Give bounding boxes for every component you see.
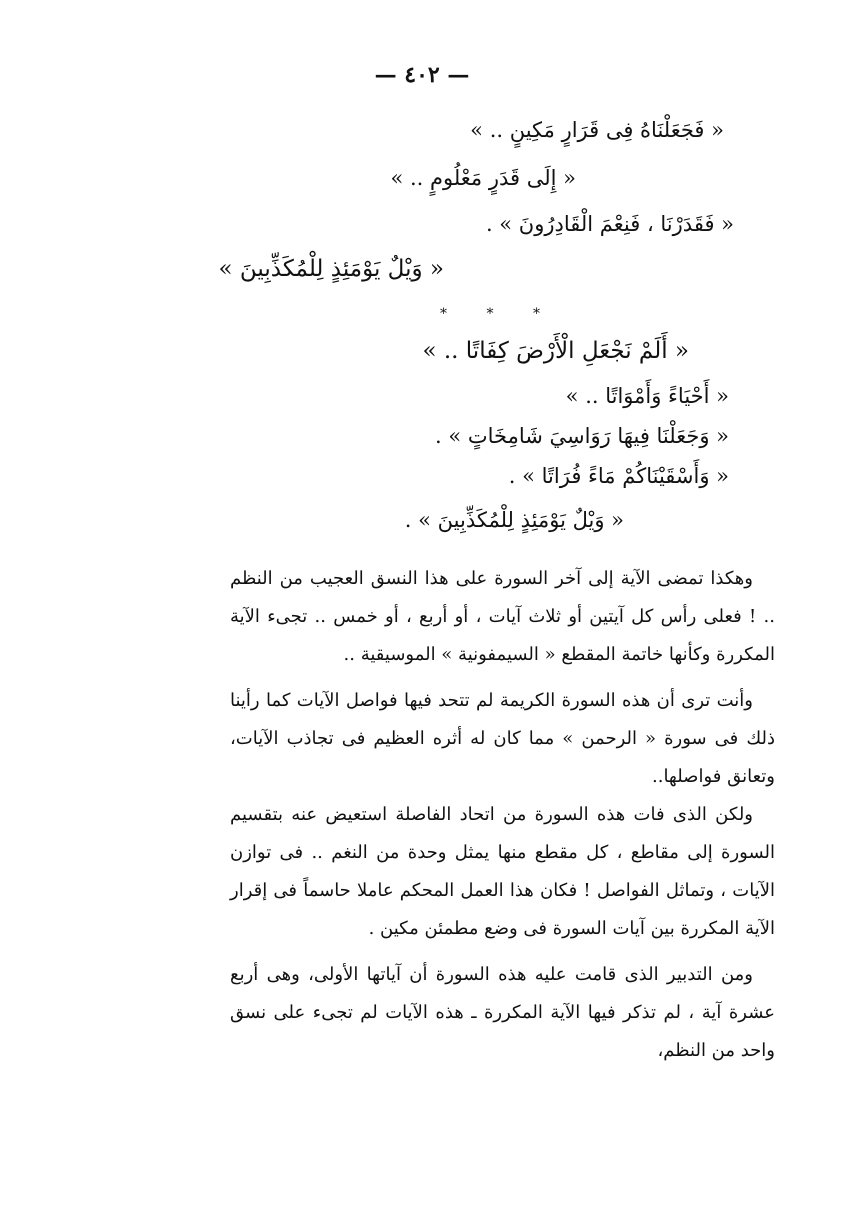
paragraph: ومن التدبير الذى قامت عليه هذه السورة أن آياتها الأولى، وهى أربع عشرة آية ، لم تذكر فيها الآية المكررة ـ هذه الآيات لم تجىء على نسق واحد من النظم، bbox=[230, 964, 775, 1061]
verse-line: « وَيْلٌ يَوْمَئِذٍ لِلْمُكَذِّبِينَ » bbox=[218, 256, 444, 282]
verse-line: « إِلَى قَدَرٍ مَعْلُومٍ .. » bbox=[390, 166, 576, 190]
body-text bbox=[230, 560, 775, 1070]
separator-star: * bbox=[486, 306, 494, 322]
verse-line: « فَجَعَلْنَاهُ فِى قَرَارٍ مَكِينٍ .. » bbox=[470, 118, 724, 142]
verse-separator bbox=[440, 306, 540, 322]
page-number: — ٤٠٢ — bbox=[374, 62, 470, 88]
paragraph: ولكن الذى فات هذه السورة من اتحاد الفاصلة استعيض عنه بتقسيم السورة إلى مقاطع ، كل مقطع منها يمثل وحدة من النغم .. فى توازن الآيات ، وتماثل الفواصل ! فكان هذا العمل المحكم عاملا حاسماً فى إقرار الآية المكررة بين آيات السورة فى وضع مطمئن مكين . bbox=[230, 804, 775, 939]
verse-line: « وَيْلٌ يَوْمَئِذٍ لِلْمُكَذِّبِينَ » . bbox=[404, 508, 624, 532]
verse-line: « أَحْيَاءً وَأَمْوَاتًا .. » bbox=[565, 384, 729, 408]
separator-star: * bbox=[533, 306, 540, 322]
separator-star: * bbox=[440, 306, 447, 322]
verse-line: « فَقَدَرْنَا ، فَنِعْمَ الْقَادِرُونَ » . bbox=[485, 212, 734, 236]
paragraph: وهكذا تمضى الآية إلى آخر السورة على هذا النسق العجيب من النظم .. ! فعلى رأس كل آيتين أو ثلاث آيات ، أو أربع ، أو خمس .. تجىء الآية المكررة وكأنها خاتمة المقطع « السيمفونية » الموسيقية .. bbox=[230, 568, 775, 665]
verse-line: « وَجَعَلْنَا فِيهَا رَوَاسِيَ شَامِخَاتٍ » . bbox=[435, 424, 729, 448]
verse-line: « وَأَسْقَيْنَاكُمْ مَاءً فُرَاتًا » . bbox=[508, 464, 729, 488]
paragraph: وأنت ترى أن هذه السورة الكريمة لم تتحد فيها فواصل الآيات كما رأينا ذلك فى سورة « الرحمن » مما كان له أثره العظيم فى تجاذب الآيات، وتعانق فواصلها.. bbox=[230, 690, 775, 787]
verse-line: « أَلَمْ نَجْعَلِ الْأَرْضَ كِفَاتًا .. » bbox=[422, 338, 689, 364]
